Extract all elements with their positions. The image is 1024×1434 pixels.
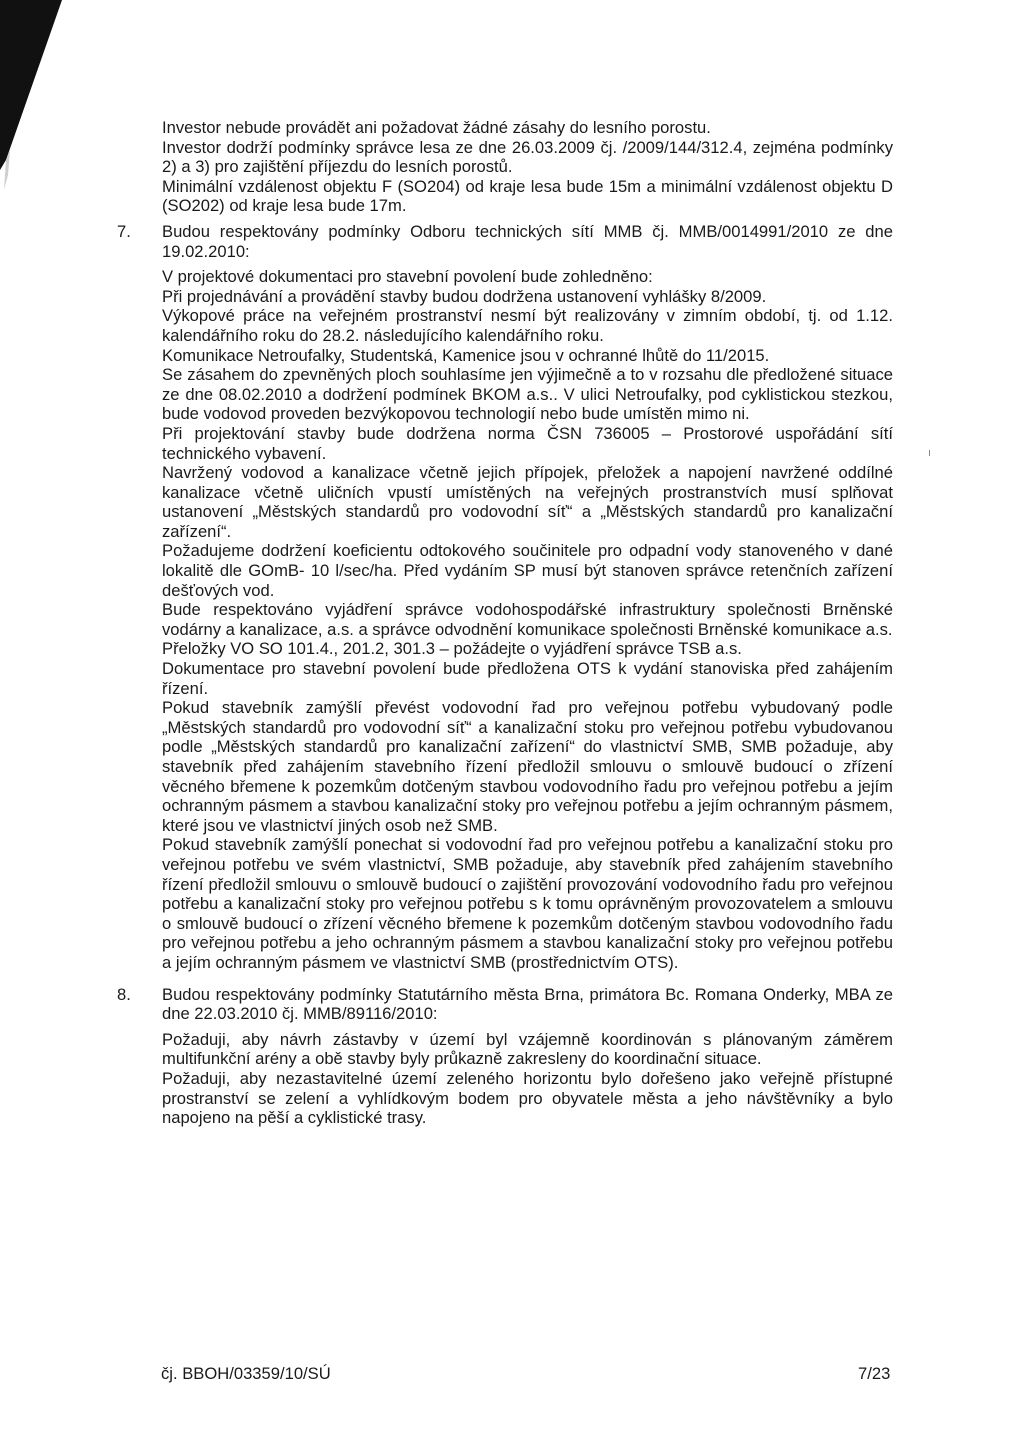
condition-item-7 <box>117 222 893 973</box>
scan-speck <box>929 450 930 456</box>
page-number: 7/23 <box>858 1364 891 1383</box>
item-7-paragraphs <box>162 267 893 972</box>
paragraph: Navržený vodovod a kanalizace včetně jejich přípojek, přeložek a napojení navržené oddílné kanalizace včetně uličních vpustí umístěných na veřejných prostranstvích musí splňovat ustanovení „Městských standardů pro vodovodní síť“ a „Městských standardů pro kanalizační zařízení“. <box>162 463 893 541</box>
item-number: 7. <box>117 221 131 241</box>
paragraph: Pokud stavebník zamýšlí převést vodovodní řad pro veřejnou potřebu vybudovaný podle „Městských standardů pro vodovodní síť“ a kanalizační stoku pro veřejnou potřebu vybudovanou podle „Městských standardů pro kanalizační zařízení“ do vlastnictví SMB, SMB požaduje, aby stavebník před zahájením stavebního řízení předložil smlouvu o smlouvě budoucí o zřízení věcného břemene k pozemkům dotčeným stavbou vodovodního řadu pro veřejnou potřebu a jejím ochranným pásmem a stavbou kanalizační stoky pro veřejnou potřebu a jejím ochranným pásmem, které jsou ve vlastnictví jiných osob než SMB. <box>162 698 893 835</box>
item-8-paragraphs <box>162 1030 893 1128</box>
item-lead <box>162 985 893 1024</box>
document-reference: čj. BBOH/03359/10/SÚ <box>161 1364 331 1383</box>
paragraph: Dokumentace pro stavební povolení bude předložena OTS k vydání stanoviska před zahájením řízení. <box>162 659 893 698</box>
item-lead-text: Budou respektovány podmínky Statutárního města Brna, primátora Bc. Romana Onderky, MBA ze dne 22.03.2010 čj. MMB/89116/2010: <box>162 984 893 1024</box>
document-body <box>117 118 893 1128</box>
paragraph: Komunikace Netroufalky, Studentská, Kamenice jsou v ochranné lhůtě do 11/2015. <box>162 345 770 365</box>
scan-edge-mark <box>0 0 62 200</box>
paragraph: Výkopové práce na veřejném prostranství nesmí být realizovány v zimním období, tj. od 1.12. kalendářního roku do 28.2. následujícího kalendářního roku. <box>162 306 893 345</box>
paragraph: Při projednávání a provádění stavby budou dodržena ustanovení vyhlášky 8/2009. <box>162 286 767 306</box>
item-lead <box>162 222 893 261</box>
intro-line: Investor dodrží podmínky správce lesa ze dne 26.03.2009 čj. /2009/144/312.4, zejména podmínky 2) a 3) pro zajištění příjezdu do lesních porostů. <box>162 137 893 177</box>
intro-line: Minimální vzdálenost objektu F (SO204) od kraje lesa bude 15m a minimální vzdálenost objektu D (SO202) od kraje lesa bude 17m. <box>162 176 893 216</box>
item-lead-text: Budou respektovány podmínky Odboru technických sítí MMB čj. MMB/0014991/2010 ze dne 19.02.2010: <box>162 221 893 261</box>
intro-section <box>162 118 893 216</box>
paragraph: Se zásahem do zpevněných ploch souhlasíme jen výjimečně a to v rozsahu dle předložené situace ze dne 08.02.2010 a dodržení podmínek BKOM a.s.. V ulici Netroufalky, pod cyklistickou stezkou, bude vodovod proveden bezvýkopovou technologií nebo bude umístěn mimo ni. <box>162 365 893 424</box>
intro-line: Investor nebude provádět ani požadovat žádné zásahy do lesního porostu. <box>162 118 711 137</box>
paragraph: Požaduji, aby návrh zástavby v území byl vzájemně koordinován s plánovaným záměrem multifunkční arény a obě stavby byly průkazně zakresleny do koordinační situace. <box>162 1029 893 1069</box>
item-number: 8. <box>117 984 131 1004</box>
paragraph: Přeložky VO SO 101.4., 201.2, 301.3 – požádejte o vyjádření správce TSB a.s. <box>162 639 742 659</box>
paragraph: Požadujeme dodržení koeficientu odtokového součinitele pro odpadní vody stanoveného v dané lokalitě dle GOmB- 10 l/sec/ha. Před vydáním SP musí být stanoven správce retenčních zařízení dešťových vod. <box>162 541 893 600</box>
paragraph: Požaduji, aby nezastavitelné území zeleného horizontu bylo dořešeno jako veřejně přístupné prostranství se zelení a vyhlídkovým bodem pro obyvatele města a jeho návštěvníky a bylo napojeno na pěší a cyklistické trasy. <box>162 1068 893 1128</box>
paragraph: Bude respektováno vyjádření správce vodohospodářské infrastruktury společnosti Brněnské vodárny a kanalizace, a.s. a správce odvodnění komunikace společnosti Brněnské komunikace a.s. <box>162 600 893 639</box>
condition-item-8 <box>117 985 893 1128</box>
paragraph: Pokud stavebník zamýšlí ponechat si vodovodní řad pro veřejnou potřebu a kanalizační stoku pro veřejnou potřebu ve svém vlastnictví, SMB požaduje, aby stavebník před zahájením stavebního řízení předložil smlouvu o smlouvě budoucí o zajištění provozování vodovodního řadu pro veřejnou potřebu a kanalizační stoky pro veřejnou potřebu s k tomu oprávněným provozovatelem a smlouvu o smlouvě budoucí o zřízení věcného břemene k pozemkům dotčeným stavbou vodovodního řadu pro veřejnou potřebu a jeho ochranným pásmem a stavbou kanalizační stoky pro veřejnou potřebu a jejím ochranným pásmem ve vlastnictví SMB (prostřednictvím OTS). <box>162 835 893 972</box>
paragraph: V projektové dokumentaci pro stavební povolení bude zohledněno: <box>162 267 653 287</box>
paragraph: Při projektování stavby bude dodržena norma ČSN 736005 – Prostorové uspořádání sítí technického vybavení. <box>162 423 893 463</box>
